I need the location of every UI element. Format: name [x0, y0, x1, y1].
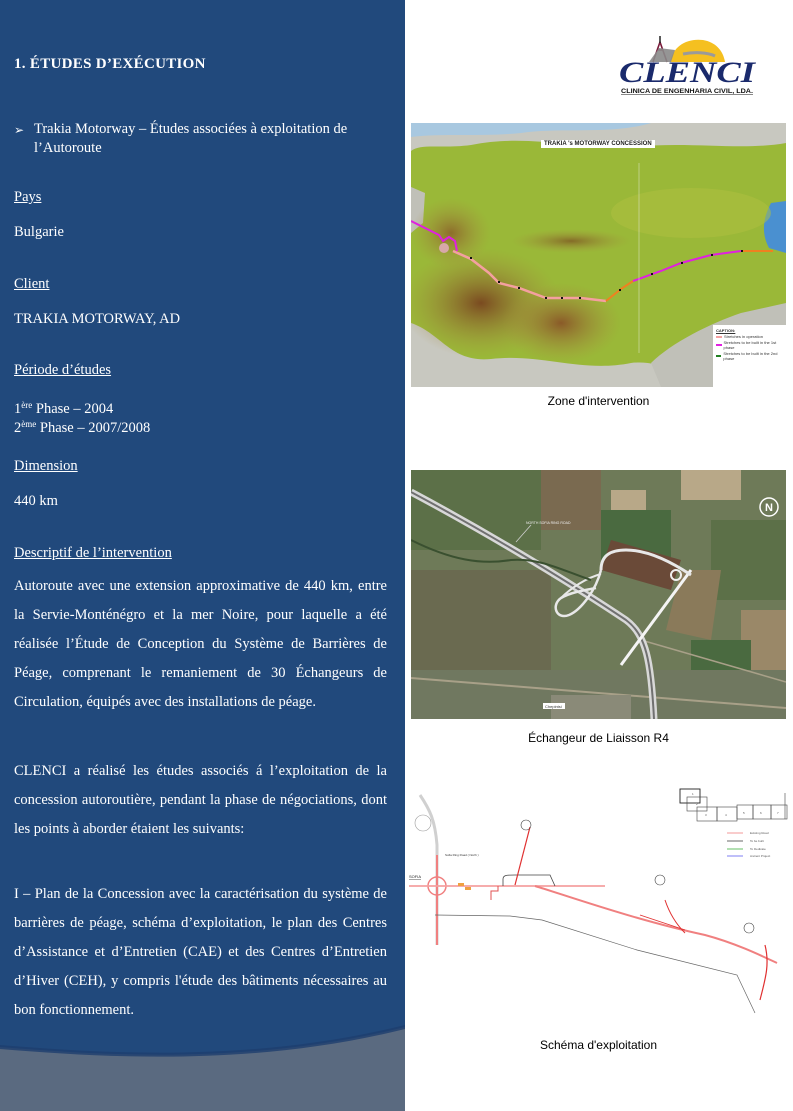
periode-label: Période d’études [14, 362, 112, 378]
svg-text:7: 7 [777, 811, 779, 815]
bulgaria-map-image [411, 123, 786, 387]
map-legend-title: CAPTION: [716, 328, 736, 333]
description-paragraph-1: Autoroute avec une extension approximative de 440 km, entre la Servie-Monténégro et la mer Noire, pour laquelle a été réalisée l’Étude de Conception du Système de Barrières de Péage, comprenant le remaniement de 30 Échangeurs de Circulation, équipés avec des installations de péage. [14, 578, 387, 710]
interchange-aerial-image [411, 470, 786, 719]
phase-1-number: 1 [14, 401, 22, 417]
logo-subtitle: CLINICA DE ENGENHARIA CIVIL, LDA. [621, 89, 754, 95]
svg-text:To Dedicate: To Dedicate [750, 847, 766, 851]
bottom-wave-decoration [0, 1011, 405, 1111]
figure-caption-scheme: Schéma d'exploitation [539, 1038, 658, 1052]
logo-wordmark: CLENCI [619, 56, 757, 89]
ring-road-label: Sofia Ring Road ( North ) [445, 853, 479, 857]
phase-2 [14, 419, 150, 438]
client-label: Client [14, 276, 50, 292]
description-paragraph-3: I – Plan de la Concession avec la caractérisation du système de barrières de péage, schéma d’exploitation, le plan des Centres d’Assistance et d’Entretien (CAE) et des Centres d’Entretien d’Hiver (CEH), y compris l'étude des bâtiments nécessaires au bon fonctionnement. [14, 886, 387, 1018]
client-value: TRAKIA MOTORWAY, AD [14, 311, 181, 327]
descriptif-label: Descriptif de l’intervention [14, 545, 172, 561]
village-label: Chepintsi [545, 704, 562, 709]
svg-text:3: 3 [705, 813, 707, 817]
project-bullet [14, 120, 392, 158]
map-title: TRAKIA 's MOTORWAY CONCESSION [541, 140, 655, 148]
section-title: 1. ÉTUDES D’EXÉCUTION [14, 56, 206, 72]
phase-2-ordinal: ème [21, 419, 37, 429]
phase-1-ordinal: ère [21, 400, 33, 410]
description-paragraph-2: CLENCI a réalisé les études associés á l’exploitation de la concession autoroutière, pendant la phase de négociations, dont les points à aborder étaient les suivants: [14, 763, 387, 837]
svg-text:4: 4 [725, 813, 727, 817]
map-legend-item: Stretches to be built in the 1st phase [716, 340, 783, 350]
dimension-label: Dimension [14, 458, 78, 474]
road-label: NORTH SOFIA RING ROAD [526, 521, 571, 525]
svg-text:6: 6 [760, 811, 762, 815]
map-legend [713, 325, 786, 387]
dimension-value: 440 km [14, 493, 58, 509]
phase-1 [14, 400, 113, 419]
map-legend-item: Stretches in operation [716, 334, 783, 339]
svg-text:Existing Road: Existing Road [750, 831, 769, 835]
figure-caption-interchange: Échangeur de Liaisson R4 [528, 731, 669, 745]
clenci-logo [615, 32, 760, 97]
pays-value: Bulgarie [14, 224, 64, 240]
svg-text:Ancient Project: Ancient Project [750, 854, 771, 858]
svg-text:5: 5 [743, 811, 745, 815]
exploitation-scheme-image [405, 785, 790, 1030]
sofia-label: SOFIA [409, 874, 422, 879]
pays-label: Pays [14, 189, 42, 205]
svg-text:1: 1 [692, 792, 694, 796]
map-legend-item: Stretches to be built in the 2nd phase [716, 351, 783, 361]
north-label: N [765, 502, 773, 514]
phase-2-number: 2 [14, 420, 22, 436]
phase-1-text: Phase – 2004 [32, 401, 114, 417]
phase-2-text: Phase – 2007/2008 [36, 420, 151, 436]
svg-text:To be built: To be built [750, 839, 764, 843]
figure-caption-map: Zone d'intervention [547, 394, 650, 408]
project-title: Trakia Motorway – Études associées à exploitation de l’Autoroute [34, 121, 348, 156]
svg-text:2: 2 [696, 802, 698, 806]
arrow-bullet-icon: ➢ [14, 123, 25, 137]
